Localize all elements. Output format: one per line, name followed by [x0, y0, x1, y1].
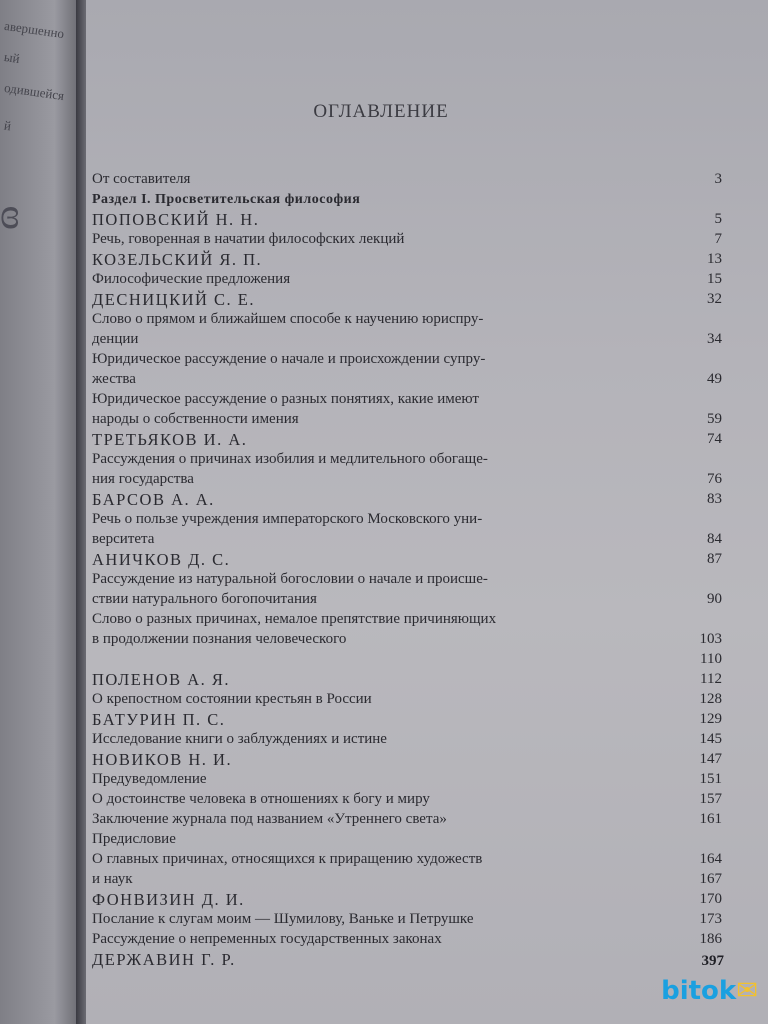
toc-entry-title: Речь, говоренная в начатии философских лекций: [92, 231, 405, 247]
toc-entry-row: [92, 850, 722, 869]
toc-entry-title: Философические предложения: [92, 271, 291, 287]
toc-entry-page: 59: [707, 411, 722, 427]
toc-entry-row: [92, 510, 722, 529]
toc-entry-page: 128: [699, 691, 722, 707]
toc-entry-row: [92, 410, 722, 429]
logo-mark-icon: ✉: [736, 976, 758, 1006]
toc-entry-title: Раздел I. Просветительская философия: [92, 192, 361, 207]
toc-entry-title: Исследование книги о заблуждениях и истине: [92, 731, 387, 747]
book-spine: [76, 0, 86, 1024]
toc-entry-row: [92, 390, 722, 409]
toc-entry-title: ДЕСНИЦКИЙ С. Е.: [92, 290, 256, 309]
toc-entry-title: жества: [92, 371, 136, 387]
toc-entry-row: [92, 730, 722, 749]
toc-entry-title: Слово о прямом и ближайшем способе к научению юриспру-: [92, 311, 484, 327]
bleed-text: авершенно: [3, 17, 66, 42]
toc-entry-page: 110: [700, 651, 722, 667]
toc-entry-row: [92, 170, 722, 189]
toc-author-row: [92, 890, 722, 909]
toc-entry-title: Послание к слугам моим — Шумилову, Ваньке и Петрушке: [92, 911, 474, 927]
toc-entry-page: 84: [707, 531, 722, 547]
toc-entry-row: [92, 650, 722, 669]
toc-entry-page: 112: [700, 671, 722, 687]
toc-author-row: [92, 250, 722, 269]
toc-entry-title: От составителя: [92, 171, 191, 187]
toc-entry-page: 34: [707, 331, 722, 347]
toc-author-row: [92, 430, 722, 449]
toc-entry-page: 164: [699, 851, 722, 867]
toc-entry-page: 74: [707, 431, 722, 447]
toc-entry-title: Юридическое рассуждение о разных понятиях, какие имеют: [92, 391, 479, 407]
toc-entry-title: О главных причинах, относящихся к приращению художеств: [92, 851, 483, 867]
toc-entry-title: ФОНВИЗИН Д. И.: [92, 890, 245, 909]
toc-author-row: [92, 950, 722, 969]
toc-entry-row: [92, 830, 722, 849]
toc-entry-row: [92, 270, 722, 289]
toc-entry-page: 87: [707, 551, 722, 567]
toc-entry-title: Слово о разных причинах, немалое препятствие причиняющих: [92, 611, 497, 627]
toc-author-row: [92, 710, 722, 729]
toc-entry-title: народы о собственности имения: [92, 411, 299, 427]
toc-entry-row: [92, 530, 722, 549]
toc-entry-page: 5: [714, 211, 722, 227]
toc-author-row: [92, 670, 722, 689]
toc-entry-row: [92, 230, 722, 249]
toc-author-row: [92, 290, 722, 309]
toc-entry-page: 145: [699, 731, 722, 747]
toc-author-row: [92, 490, 722, 509]
toc-entry-row: [92, 790, 722, 809]
contents-page: [86, 0, 768, 1024]
toc-entry-row: [92, 350, 722, 369]
toc-entry-title: Предуведомление: [92, 771, 207, 787]
toc-entry-page: 49: [707, 371, 722, 387]
toc-entry-page: 173: [699, 911, 722, 927]
toc-entry-row: [92, 910, 722, 929]
toc-entry-page: 103: [699, 631, 722, 647]
toc-entry-title: ДЕРЖАВИН Г. Р.: [92, 950, 236, 969]
toc-entry-page: 170: [699, 891, 722, 907]
toc-entry-row: [92, 310, 722, 329]
toc-entry-page: 147: [699, 751, 722, 767]
toc-entry-title: КОЗЕЛЬСКИЙ Я. П.: [92, 250, 263, 269]
toc-entry-title: Рассуждение из натуральной богословии о начале и происше-: [92, 571, 488, 587]
toc-entry-title: О достоинстве человека в отношениях к богу и миру: [92, 791, 430, 807]
toc-entry-title: Юридическое рассуждение о начале и происхождении супру-: [92, 351, 486, 367]
table-of-contents: [92, 170, 722, 970]
logo-word: bitok: [661, 976, 737, 1006]
toc-author-row: [92, 550, 722, 569]
toc-entry-page: 157: [699, 791, 722, 807]
toc-section-row: [92, 190, 722, 209]
toc-entry-page: 32: [707, 291, 722, 307]
toc-entry-title: АНИЧКОВ Д. С.: [92, 550, 231, 569]
toc-entry-page: 186: [699, 931, 722, 947]
toc-entry-row: [92, 590, 722, 609]
toc-entry-title: Предисловие: [92, 831, 176, 847]
toc-entry-page: 83: [707, 491, 722, 507]
toc-entry-page: 129: [699, 711, 722, 727]
toc-entry-row: [92, 570, 722, 589]
toc-entry-page: 15: [707, 271, 722, 287]
toc-entry-title: Рассуждения о причинах изобилия и медлительного обогаще-: [92, 451, 488, 467]
toc-entry-title: ПОПОВСКИЙ Н. Н.: [92, 210, 260, 229]
toc-entry-page: 151: [699, 771, 722, 787]
toc-entry-title: БАТУРИН П. С.: [92, 710, 226, 729]
left-page-edge: [0, 0, 78, 1024]
toc-entry-row: [92, 370, 722, 389]
toc-entry-title: Заключение журнала под названием «Утреннего света»: [92, 811, 447, 827]
toc-entry-row: [92, 610, 722, 629]
toc-entry-page: 90: [707, 591, 722, 607]
toc-entry-title: ТРЕТЬЯКОВ И. А.: [92, 430, 248, 449]
toc-entry-page: 7: [714, 231, 722, 247]
toc-entry-row: [92, 870, 722, 889]
toc-entry-page: 161: [699, 811, 722, 827]
toc-entry-row: [92, 770, 722, 789]
page-number: 397: [701, 953, 724, 969]
toc-entry-row: [92, 450, 722, 469]
toc-entry-page: 13: [707, 251, 722, 267]
toc-entry-title: верситета: [92, 531, 155, 547]
toc-entry-title: НОВИКОВ Н. И.: [92, 750, 233, 769]
page-title: ОГЛАВЛЕНИЕ: [313, 101, 449, 122]
ornament-icon: ɞ: [0, 189, 20, 238]
toc-entry-title: Речь о пользе учреждения императорского Московского уни-: [92, 511, 483, 527]
toc-entry-title: и наук: [92, 871, 133, 887]
toc-author-row: [92, 210, 722, 229]
toc-entry-title: ния государства: [92, 471, 194, 487]
toc-entry-title: в продолжении познания человеческого: [92, 631, 347, 647]
watermark-logo: [661, 976, 758, 1006]
bleed-text: й: [3, 117, 13, 134]
toc-entry-title: ствии натурального богопочитания: [92, 591, 317, 607]
toc-entry-row: [92, 690, 722, 709]
toc-entry-title: Рассуждение о непременных государственных законах: [92, 931, 442, 947]
toc-entry-row: [92, 470, 722, 489]
bleed-text: ый: [3, 48, 21, 67]
toc-entry-title: БАРСОВ А. А.: [92, 490, 215, 509]
toc-entry-row: [92, 810, 722, 829]
toc-entry-row: [92, 930, 722, 949]
bleed-text: одившейся: [3, 79, 66, 104]
toc-entry-title: ПОЛЕНОВ А. Я.: [92, 670, 231, 689]
toc-entry-row: [92, 330, 722, 349]
toc-entry-page: 3: [714, 171, 722, 187]
toc-entry-title: денции: [92, 331, 139, 347]
toc-author-row: [92, 750, 722, 769]
toc-entry-page: 76: [707, 471, 722, 487]
toc-entry-title: О крепостном состоянии крестьян в России: [92, 691, 372, 707]
toc-entry-page: 167: [699, 871, 722, 887]
toc-entry-row: [92, 630, 722, 649]
